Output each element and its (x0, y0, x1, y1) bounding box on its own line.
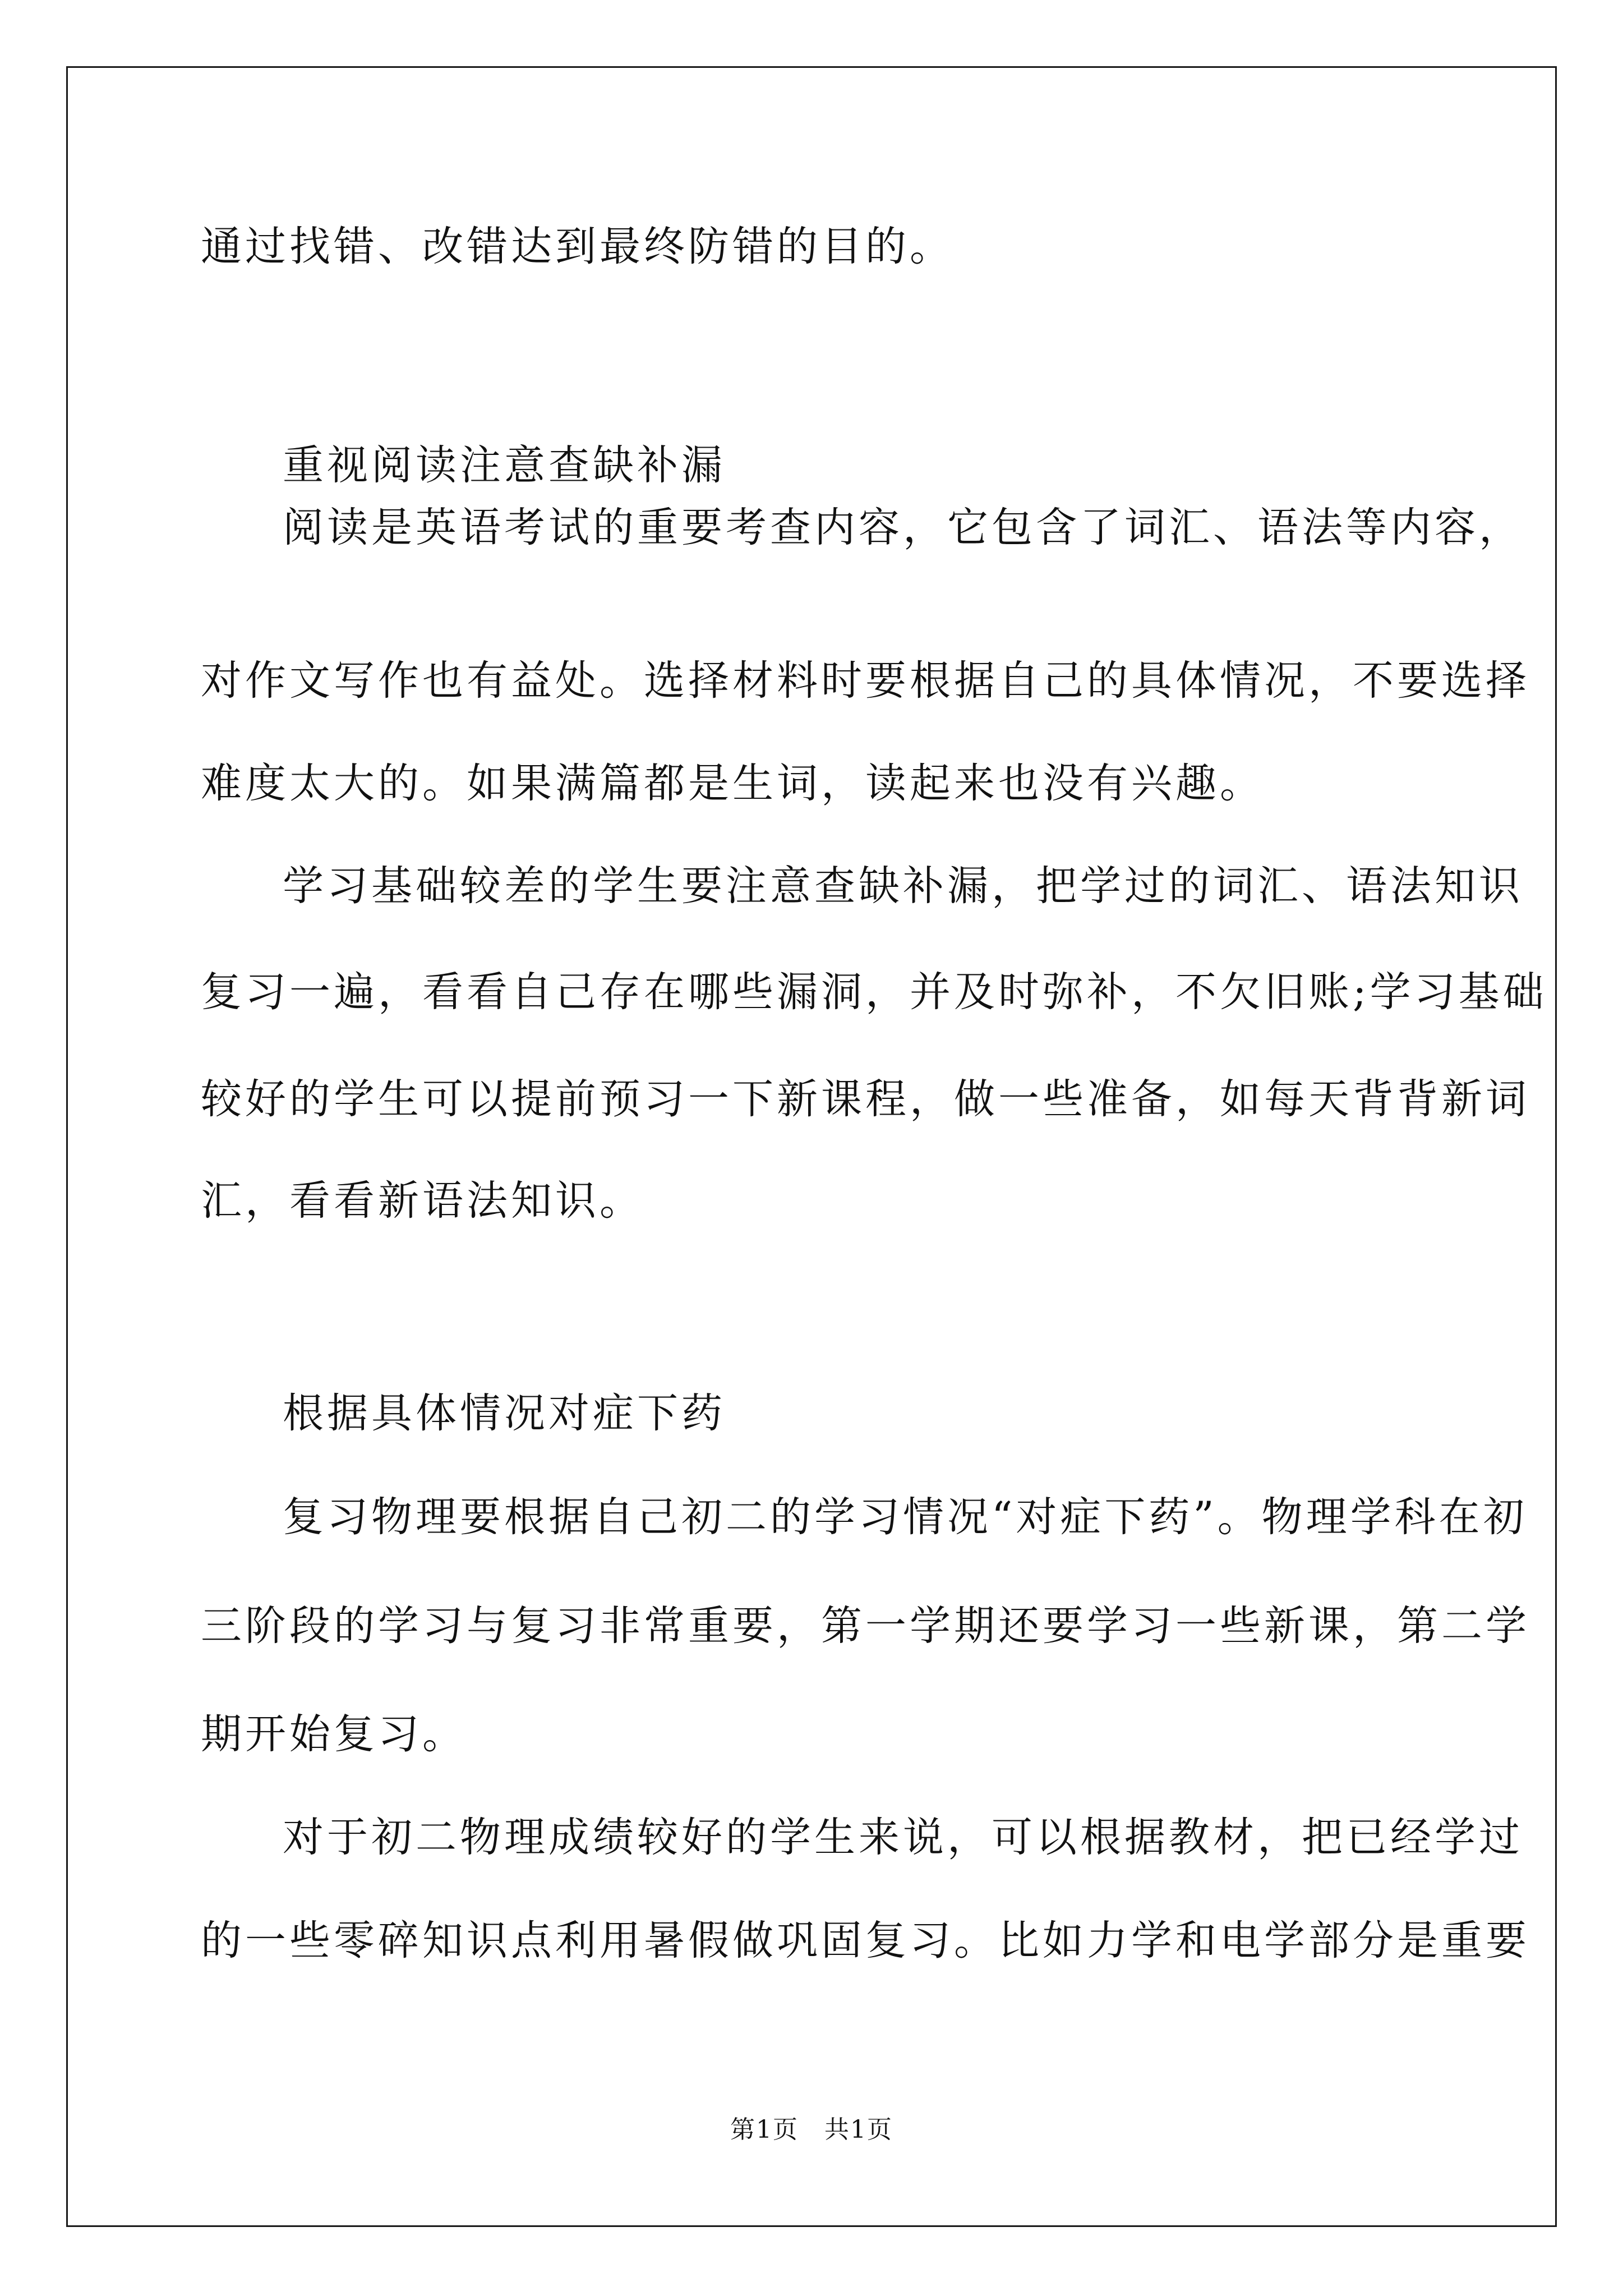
paragraph-line: 学习基础较差的学生要注意查缺补漏，把学过的词汇、语法知识 (283, 862, 1523, 910)
paragraph-line: 复习物理要根据自己初二的学习情况“对症下药”。物理学科在初 (283, 1493, 1528, 1541)
paragraph-line: 难度太大的。如果满篇都是生词，读起来也没有兴趣。 (201, 760, 1264, 807)
paragraph-line: 对作文写作也有益处。选择材料时要根据自己的具体情况，不要选择 (201, 657, 1530, 705)
paragraph-line: 的一些零碎知识点利用暑假做巩固复习。比如力学和电学部分是重要 (201, 1917, 1530, 1964)
paragraph-line: 通过找错、改错达到最终防错的目的。 (201, 223, 954, 270)
section-heading: 重视阅读注意查缺补漏 (283, 441, 726, 489)
paragraph-line: 汇，看看新语法知识。 (201, 1177, 644, 1225)
paragraph-line: 较好的学生可以提前预习一下新课程，做一些准备，如每天背背新词 (201, 1075, 1530, 1123)
paragraph-line: 复习一遍，看看自己存在哪些漏洞，并及时弥补，不欠旧账;学习基础 (201, 968, 1547, 1016)
paragraph-line: 三阶段的学习与复习非常重要，第一学期还要学习一些新课，第二学 (201, 1602, 1530, 1650)
paragraph-line: 期开始复习。 (201, 1710, 467, 1758)
page-border (66, 66, 1557, 2227)
paragraph-line: 对于初二物理成绩较好的学生来说，可以根据教材，把已经学过 (283, 1814, 1523, 1861)
paragraph-line: 阅读是英语考试的重要考查内容，它包含了词汇、语法等内容， (283, 504, 1523, 551)
section-heading: 根据具体情况对症下药 (283, 1389, 726, 1437)
page-number-footer: 第1页 共1页 (730, 2115, 893, 2144)
